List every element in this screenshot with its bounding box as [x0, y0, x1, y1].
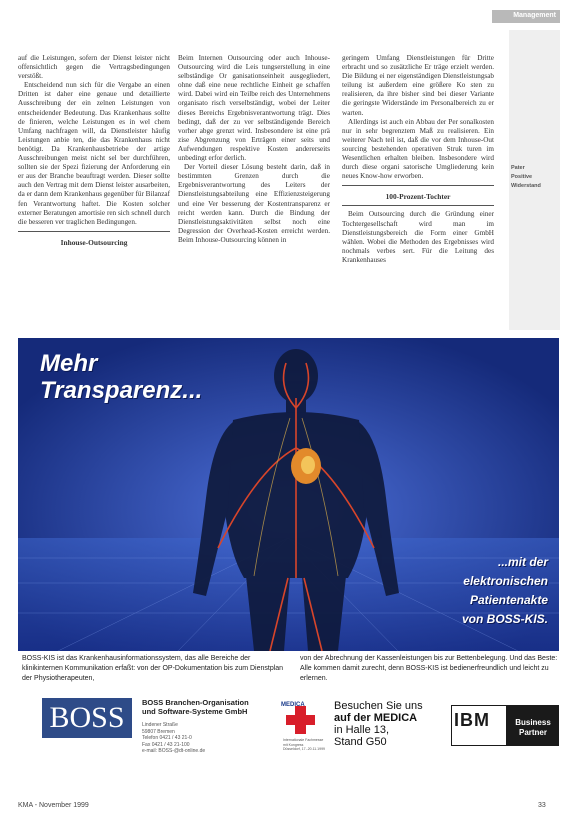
visit-line: Besuchen Sie uns: [334, 700, 423, 712]
ad-tagline-line: elektronischen: [463, 574, 548, 588]
visit-line: Stand G50: [334, 736, 387, 748]
paragraph: auf die Leistungen, sofern der Dienst leister nicht offensichtlich gegen die Vertragsbedingungen verstößt.: [18, 54, 170, 81]
address-line: Lindener Straße: [142, 722, 178, 728]
ad-caption-left: BOSS-KIS ist das Krankenhausinformationssystem, das alle Bereiche der klinikinternen Kommunikation erfaßt: von der OP-Dokumentation bis zum Dienstplan der Physiotherapeuten,: [22, 655, 284, 682]
subheading: 100-Prozent-Tochter: [385, 192, 451, 202]
boss-company-name: [142, 698, 282, 716]
divider: [342, 185, 494, 186]
section-header: [492, 10, 560, 23]
visit-us-text: [334, 700, 454, 748]
paragraph: Entscheidend nun sich für die Vergabe an einen Dritten ist daher eine genaue und detaillierte Ausschreibung der ein zelnen Leistungen von entscheidender Bedeutung. Das Krankenhaus sollte de finieren, welche Leistungen es in wel chem Umfang nachfragen will, da Dienstleister häufig Leistungen anbie ten, die das Krankenhaus nicht benötigt. Da Krankenhausbetriebe der artige Ausschreibungen meist nicht sel ber durchführen, sollten sie der Spezi fizierung der Anforderung ein er aus der Branche beauftragt werden. Dieser sollte auch den Vertrag mit dem Dienst leister ausarbeiten, da er dann dem Krankenhaus gegenüber für Bilanzaf fen Verantwortung haftet. Die Kosten solcher externer Beratungen amortisie ren sich schnell durch die besseren ver traglichen Bedingungen.: [18, 81, 170, 226]
boss-address: [142, 722, 262, 755]
address-line: Telefon 0421 / 43 21-0: [142, 735, 192, 741]
article-column-1: [18, 54, 170, 249]
paragraph: geringem Umfang Dienstleistungen für Dritte erbracht und so zusätzliche Er träge erzielt werden. Die Bildung ei ner eigenständigen Dienstleistungsab teilung ist außerdem eine größere Ko sten zu realisieren, da ihre bisher sind bei dieser Variante die geringste Widerstände im Personalbereich zu er warten.: [342, 54, 494, 117]
address-line: e-mail: BOSS-@dt-online.de: [142, 748, 206, 754]
ad-caption-right: von der Abrechnung der Kassenleistungen bis zur Bettenbelegung. Und das Beste: Alle kommen damit zurecht, denn BOSS-KIS ist bedienerfreundlich und leicht zu erlernen.: [300, 655, 558, 682]
article-column-3: [342, 54, 494, 265]
paragraph: Beim Outsourcing durch die Gründung einer Tochtergesellschaft wird man im Dienstleistungsbereich die Form einer GmbH wählen. Wobei die Methoden des Ergebnisses wird nochmals verbes sert. Für die Leitung des Krankenhauses: [342, 210, 494, 264]
ad-tagline: [390, 553, 548, 629]
partner-line: Business: [515, 718, 551, 727]
ad-headline-line: Transparenz...: [40, 377, 203, 404]
business-partner-label: [510, 718, 556, 738]
visit-line: auf der MEDICA: [334, 712, 418, 724]
section-title: Management: [513, 12, 556, 19]
heart-highlight: [301, 456, 315, 474]
fair-line: Düsseldorf, 17.-20.11.1999: [283, 747, 325, 751]
paragraph: Beim Internen Outsourcing oder auch Inhouse-Outsourcing wird die Leis tungserstellung in eine selbständige Or ganisationseinheit ausgegliedert, ohne daß eine neue rechtliche Einheit ge schaffen wird. Dabei wird ein Teilbe reich des Unternehmens organisato risch verselbständigt, wobei der Leiter dieses Bereichs Ergebnisverantwortung trägt. Dies bedingt, daß der zu ver selbständigende Bereich vorher abge grenzt wird. Insbesondere ist eine prä zise Abgrenzung von Erträgen einer seits und Aufwendungen respektive Kosten andererseits unbedingt erfor derlich.: [178, 54, 330, 163]
company-line: und Software-Systeme GmbH: [142, 707, 248, 716]
sidebar-line: Widerstand: [511, 183, 541, 189]
ibm-logo: IBM: [454, 710, 490, 730]
ad-headline: [40, 350, 202, 404]
divider: [342, 205, 494, 206]
divider: [18, 231, 170, 232]
footer-publication: KMA - November 1999: [18, 802, 89, 809]
fair-line: mit Kongress: [283, 742, 304, 747]
address-line: 59807 Bremen: [142, 728, 175, 735]
sidebar-text: [511, 164, 559, 191]
address-line: Fax 0421 / 43 21-100: [142, 741, 190, 748]
article-column-2: [178, 54, 330, 245]
medica-logo-text: MEDICA: [281, 702, 305, 708]
company-line: BOSS Branchen-Organisation: [142, 698, 249, 707]
partner-line: Partner: [518, 728, 547, 737]
boss-logo: BOSS: [42, 698, 132, 738]
paragraph: Allerdings ist auch ein Abbau der Per sonalkosten nur in sehr begrenztem Maß zu realisieren. Ein weiterer Nach teil ist, daß die vor dem Inhouse-Out sourcing bestehenden operativen Struk turen im Wesentlichen erhalten bleiben. Insbesondere wird durch diese organi satorische Umgliederung kein neues Know-how erworben.: [342, 117, 494, 181]
ad-tagline-line: von BOSS-KIS.: [461, 612, 548, 626]
fair-line: Internationale Fachmesse: [283, 738, 324, 742]
ad-tagline-line: Patientenakte: [469, 593, 548, 607]
sidebar-line: Positive: [511, 174, 533, 180]
sidebar-line: Pater: [511, 165, 525, 171]
ad-tagline-line: ...mit der: [497, 555, 548, 569]
page-number: 33: [538, 802, 546, 809]
medica-fair-info: [283, 738, 325, 752]
visit-line: in Halle 13,: [334, 724, 390, 736]
subheading: Inhouse-Outsourcing: [60, 237, 128, 247]
ad-headline-line: Mehr: [40, 350, 98, 377]
paragraph: Der Vorteil dieser Lösung besteht darin, daß in bestimmten Grenzen durch die Ergebnisverantwortung des Leiters der Dienstleistungsabteilung eine Effizienzsteigerung und eine Ver besserung der Kostentransparenz er reicht werden kann. Durch die Bindung der Dienstleistungsaktivitäten selbst noch eine Degression der Overhead-Kosten erreicht werden. Beim Inhouse-Outsourcing können in: [178, 163, 330, 244]
